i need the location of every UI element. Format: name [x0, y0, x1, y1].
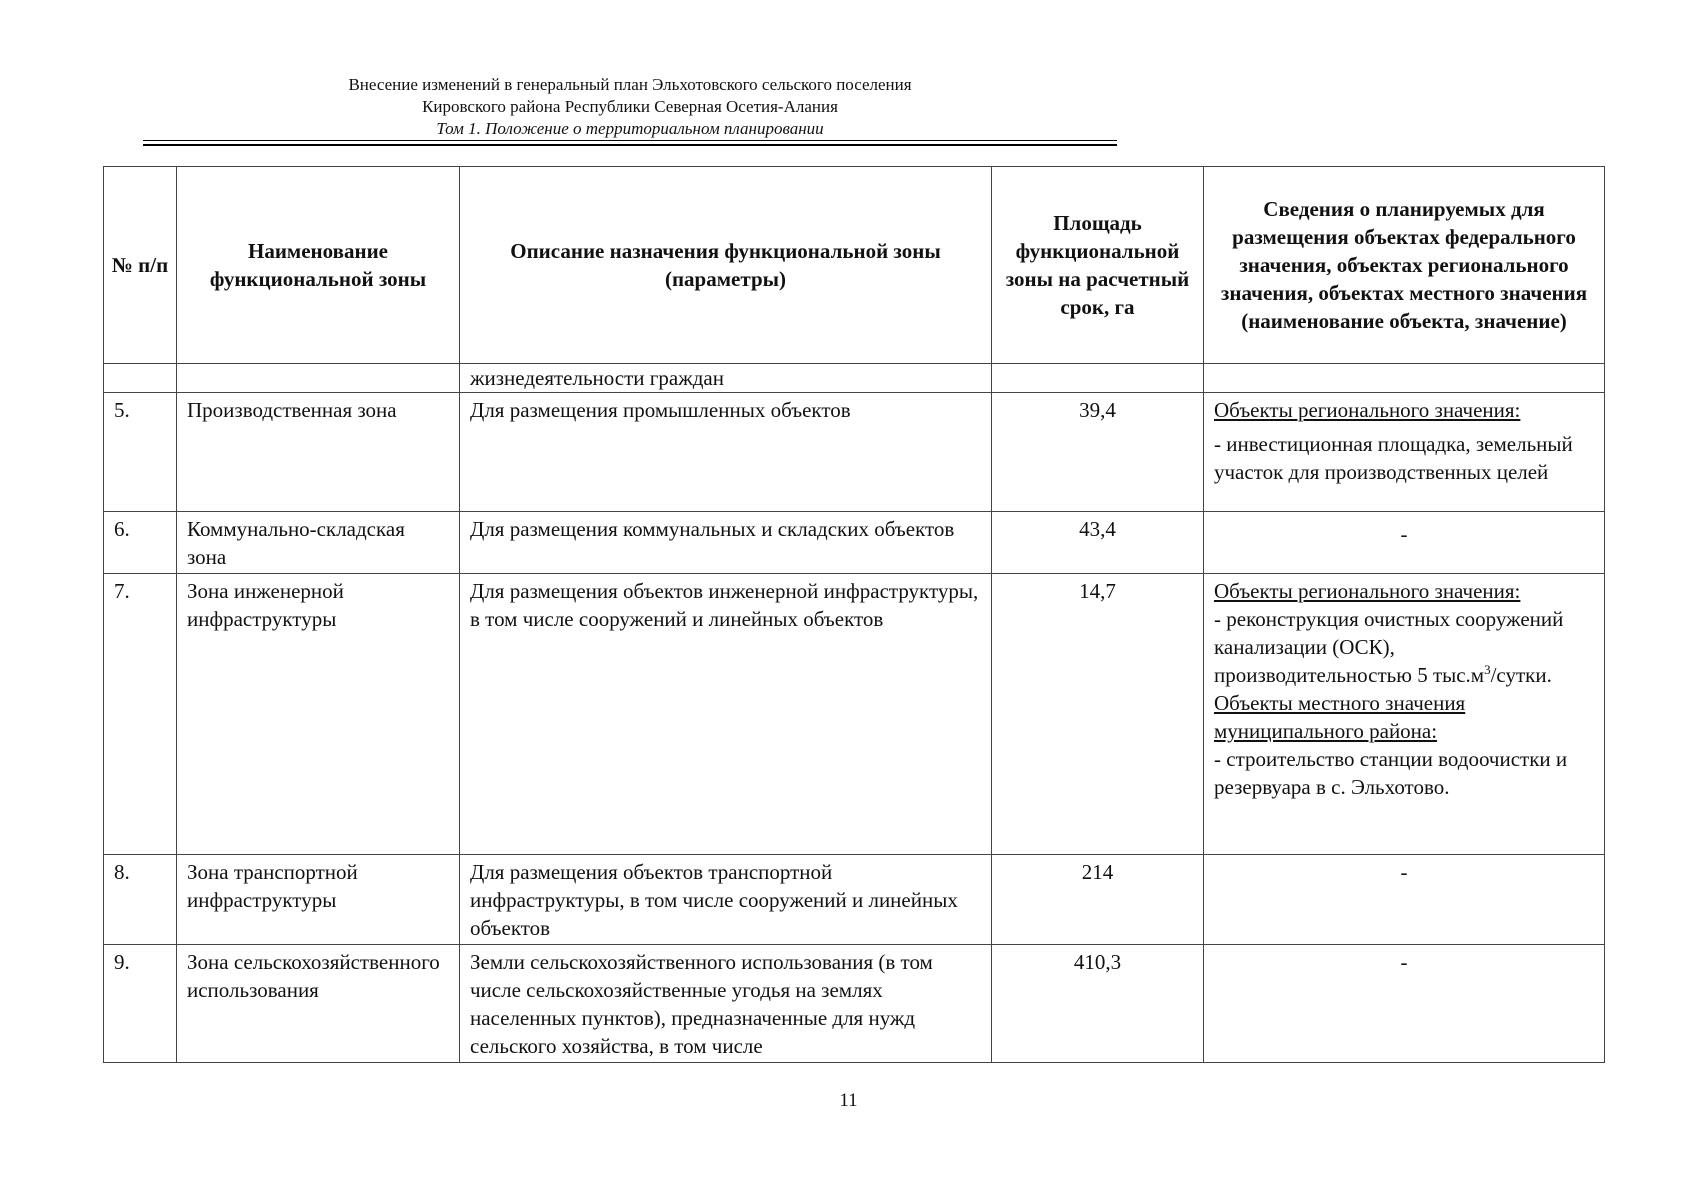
header-line-2: Кировского района Республики Северная Осетия-Алания — [422, 97, 838, 116]
table-header-row — [104, 167, 1605, 364]
cell-area — [992, 364, 1204, 393]
cell-objects: - — [1204, 512, 1605, 574]
cell-number: 5. — [104, 393, 177, 512]
column-header-planned-objects: Сведения о планируемых для размещения объектах федерального значения, объектах регионального значения, объектах местного значения (наименование объекта, значение) — [1204, 167, 1605, 364]
table-row — [104, 512, 1605, 574]
cell-area: 214 — [992, 855, 1204, 945]
cell-objects: - — [1204, 945, 1605, 1063]
cell-zone-name — [177, 364, 460, 393]
document-header — [140, 74, 1120, 140]
table-row — [104, 393, 1605, 512]
cell-zone-name: Зона сельскохозяйственного использования — [177, 945, 460, 1063]
column-header-zone-name: Наименование функциональной зоны — [177, 167, 460, 364]
table-row — [104, 574, 1605, 855]
cell-description: Для размещения объектов инженерной инфраструктуры, в том числе сооружений и линейных объектов — [460, 574, 992, 855]
header-rule-thin — [143, 140, 1117, 141]
objects-regional-text: - инвестиционная площадка, земельный участок для производственных целей — [1214, 432, 1573, 484]
cell-description: Земли сельскохозяйственного использования (в том числе сельскохозяйственные угодья на землях населенных пунктов), предназначенные для нужд сельского хозяйства, в том числе — [460, 945, 992, 1063]
cell-area: 39,4 — [992, 393, 1204, 512]
cell-objects — [1204, 364, 1605, 393]
cell-objects — [1204, 393, 1605, 512]
header-line-1: Внесение изменений в генеральный план Эльхотовского сельского поселения — [348, 75, 912, 94]
cell-number: 8. — [104, 855, 177, 945]
cell-zone-name: Зона транспортной инфраструктуры — [177, 855, 460, 945]
functional-zones-table — [103, 166, 1605, 1063]
cell-number: 7. — [104, 574, 177, 855]
header-line-3: Том 1. Положение о территориальном планировании — [436, 119, 824, 138]
cell-description: Для размещения объектов транспортной инфраструктуры, в том числе сооружений и линейных объектов — [460, 855, 992, 945]
cell-description: Для размещения промышленных объектов — [460, 393, 992, 512]
objects-regional-heading: Объекты регионального значения: — [1214, 398, 1521, 422]
objects-regional-heading: Объекты регионального значения: — [1214, 579, 1521, 603]
table-row — [104, 855, 1605, 945]
objects-local-heading: Объекты местного значения муниципального района: — [1214, 691, 1466, 743]
cell-number: 6. — [104, 512, 177, 574]
cell-number: 9. — [104, 945, 177, 1063]
cell-zone-name: Коммунально-складская зона — [177, 512, 460, 574]
header-rule-thick — [143, 144, 1117, 146]
cell-area: 14,7 — [992, 574, 1204, 855]
table-row — [104, 945, 1605, 1063]
cell-objects — [1204, 574, 1605, 855]
objects-regional-text: - реконструкция очистных сооружений канализации (ОСК), производительностью 5 $тыс.м^3$/сутки. — [1214, 607, 1564, 687]
page-number: 11 — [839, 1090, 858, 1111]
cell-description: Для размещения коммунальных и складских объектов — [460, 512, 992, 574]
objects-local-text: - строительство станции водоочистки и резервуара в с. Эльхотово. — [1214, 747, 1568, 799]
cell-area: 43,4 — [992, 512, 1204, 574]
column-header-description: Описание назначения функциональной зоны (параметры) — [460, 167, 992, 364]
cell-zone-name: Производственная зона — [177, 393, 460, 512]
cell-objects: - — [1204, 855, 1605, 945]
table-row-continuation — [104, 364, 1605, 393]
cell-description: жизнедеятельности граждан — [460, 364, 992, 393]
column-header-number: № п/п — [104, 167, 177, 364]
cell-area: 410,3 — [992, 945, 1204, 1063]
column-header-area: Площадь функциональной зоны на расчетный срок, га — [992, 167, 1204, 364]
cell-number — [104, 364, 177, 393]
cell-zone-name: Зона инженерной инфраструктуры — [177, 574, 460, 855]
